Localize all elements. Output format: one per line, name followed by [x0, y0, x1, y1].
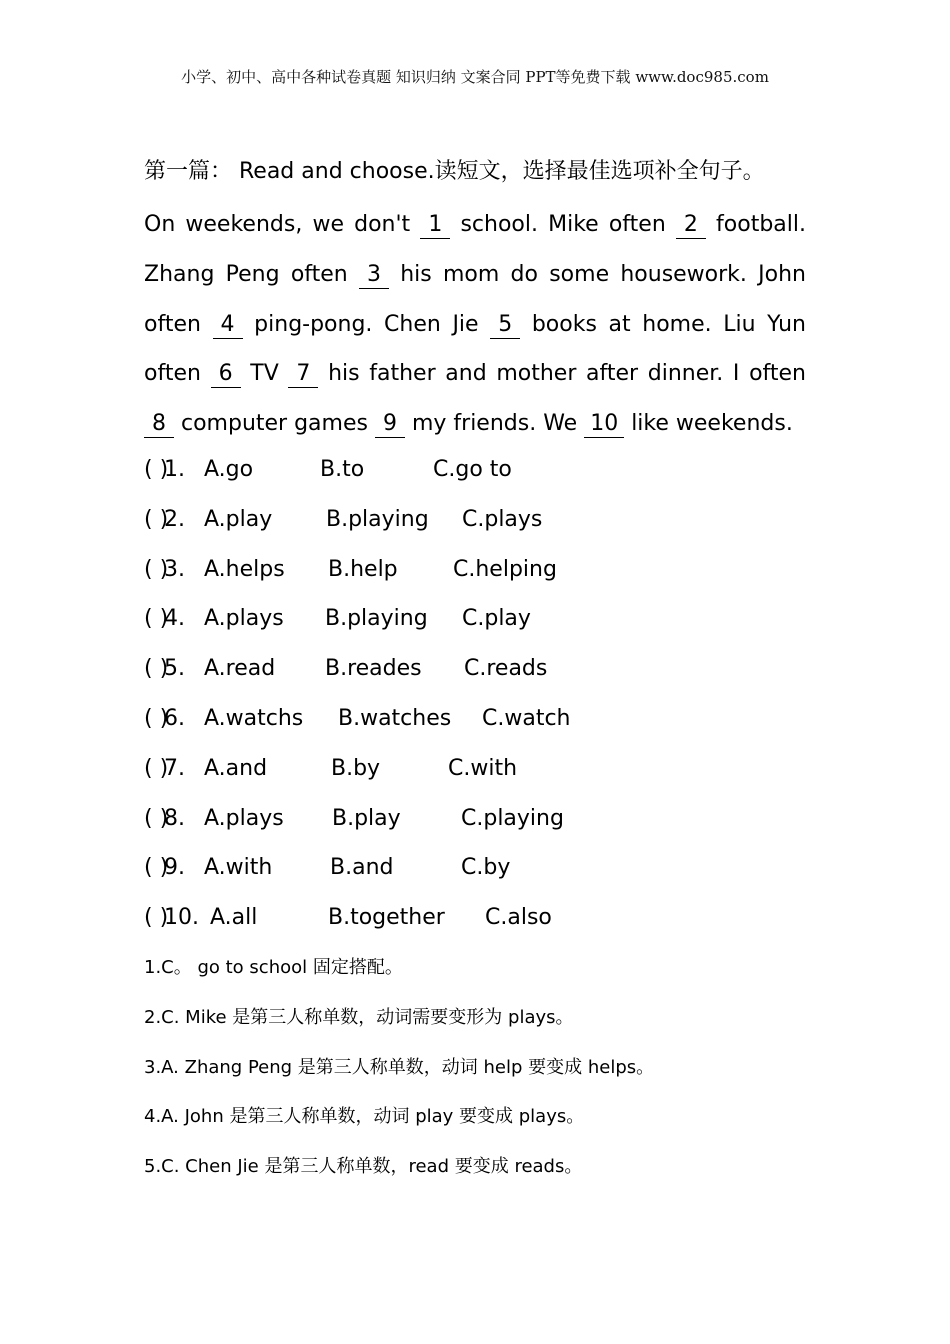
option-a: A.helps	[204, 556, 285, 582]
answer-blank[interactable]: ( )	[144, 506, 169, 532]
passage-blank-9[interactable]: 9	[375, 411, 405, 438]
passage-text: ping-pong. Chen Jie	[242, 311, 491, 337]
passage-blank-1[interactable]: 1	[420, 212, 450, 239]
option-c: C.go to	[433, 457, 512, 482]
passage-blank-8[interactable]: 8	[144, 411, 174, 438]
passage-blank-10[interactable]: 10	[584, 411, 624, 438]
option-c: C.playing	[461, 805, 564, 831]
option-b: B.together	[328, 905, 445, 931]
question-number: 5.	[164, 656, 185, 682]
question-number: 7.	[164, 755, 185, 781]
reading-passage	[144, 200, 806, 449]
answer-blank[interactable]: ( )	[144, 656, 169, 682]
question-row	[144, 599, 806, 649]
option-a: A.go	[204, 457, 254, 482]
question-number: 2.	[164, 506, 185, 532]
explanation-item: 1.C。 go to school 固定搭配。	[144, 957, 403, 978]
passage-text: books at home. Liu Yun often	[144, 311, 806, 387]
question-number: 6.	[164, 705, 185, 731]
passage-blank-2[interactable]: 2	[676, 212, 706, 239]
answer-blank[interactable]: ( )	[144, 805, 169, 831]
explanation-item: 4.A. John 是第三人称单数，动词 play 要变成 plays。	[144, 1106, 585, 1128]
question-row	[144, 799, 806, 849]
passage-blank-4[interactable]: 4	[213, 312, 243, 339]
question-row	[144, 649, 806, 699]
passage-text: his mom do some housework. John often	[144, 261, 806, 337]
question-row	[144, 550, 806, 600]
option-b: B.and	[330, 855, 394, 881]
option-c: C.with	[448, 755, 518, 781]
question-row	[144, 450, 806, 500]
option-c: C.plays	[462, 506, 543, 532]
question-number: 10.	[164, 905, 199, 931]
option-b: B.playing	[326, 506, 429, 532]
question-number: 8.	[164, 805, 185, 831]
option-c: C.also	[485, 905, 552, 931]
question-row	[144, 699, 806, 749]
passage-blank-7[interactable]: 7	[288, 361, 318, 388]
answer-blank[interactable]: ( )	[144, 855, 169, 881]
passage-text: school. Mike often	[450, 212, 676, 237]
passage-text: football. Zhang Peng often	[144, 212, 806, 287]
passage-text: like weekends.	[624, 411, 793, 437]
passage-blank-5[interactable]: 5	[490, 312, 520, 339]
answer-blank[interactable]: ( )	[144, 905, 169, 931]
option-b: B.by	[331, 755, 381, 781]
question-list	[144, 450, 806, 948]
question-row	[144, 848, 806, 898]
option-c: C.play	[462, 606, 531, 632]
option-a: A.play	[204, 506, 273, 532]
passage-text: his father and mother after dinner. I often	[318, 361, 806, 387]
question-number: 3.	[164, 556, 185, 582]
option-a: A.read	[204, 656, 276, 682]
option-b: B.reades	[325, 656, 422, 682]
option-b: B.playing	[325, 606, 428, 632]
question-row	[144, 749, 806, 799]
option-b: B.play	[332, 805, 401, 831]
passage-text: TV	[240, 361, 289, 387]
option-b: B.help	[328, 556, 398, 582]
option-c: C.watch	[482, 705, 571, 731]
passage-text: computer games	[174, 411, 375, 437]
option-c: C.by	[461, 855, 511, 881]
option-b: B.watches	[338, 705, 452, 731]
option-a: A.with	[204, 855, 273, 881]
question-number: 1.	[164, 457, 185, 482]
option-a: A.all	[210, 905, 258, 931]
question-number: 9.	[164, 855, 185, 881]
passage-blank-3[interactable]: 3	[359, 262, 389, 289]
passage-text: my friends. We	[404, 411, 585, 437]
question-row	[144, 898, 806, 948]
option-a: A.plays	[204, 805, 284, 831]
option-a: A.watchs	[204, 705, 304, 731]
option-a: A.plays	[204, 606, 284, 632]
explanation-item: 2.C. Mike 是第三人称单数，动词需要变形为 plays。	[144, 1006, 574, 1028]
option-b: B.to	[320, 457, 365, 482]
answer-blank[interactable]: ( )	[144, 556, 169, 582]
passage-text: On weekends, we don't	[144, 212, 421, 237]
explanation-item: 3.A. Zhang Peng 是第三人称单数，动词 help 要变成 helps。	[144, 1056, 655, 1078]
question-row	[144, 500, 806, 550]
answer-explanations	[144, 950, 806, 1199]
answer-blank[interactable]: ( )	[144, 606, 169, 632]
option-a: A.and	[204, 755, 268, 781]
question-number: 4.	[164, 606, 185, 632]
option-c: C.helping	[453, 556, 557, 582]
answer-blank[interactable]: ( )	[144, 705, 169, 731]
answer-blank[interactable]: ( )	[144, 457, 169, 482]
page-header: 小学、初中、高中各种试卷真题 知识归纳 文案合同 PPT等免费下载 www.doc985.com	[181, 68, 769, 86]
option-c: C.reads	[464, 656, 548, 682]
passage-blank-6[interactable]: 6	[211, 361, 241, 388]
explanation-item: 5.C. Chen Jie 是第三人称单数，read 要变成 reads。	[144, 1156, 583, 1178]
section-title: 第一篇： Read and choose.读短文，选择最佳选项补全句子。	[144, 159, 765, 184]
answer-blank[interactable]: ( )	[144, 755, 169, 781]
